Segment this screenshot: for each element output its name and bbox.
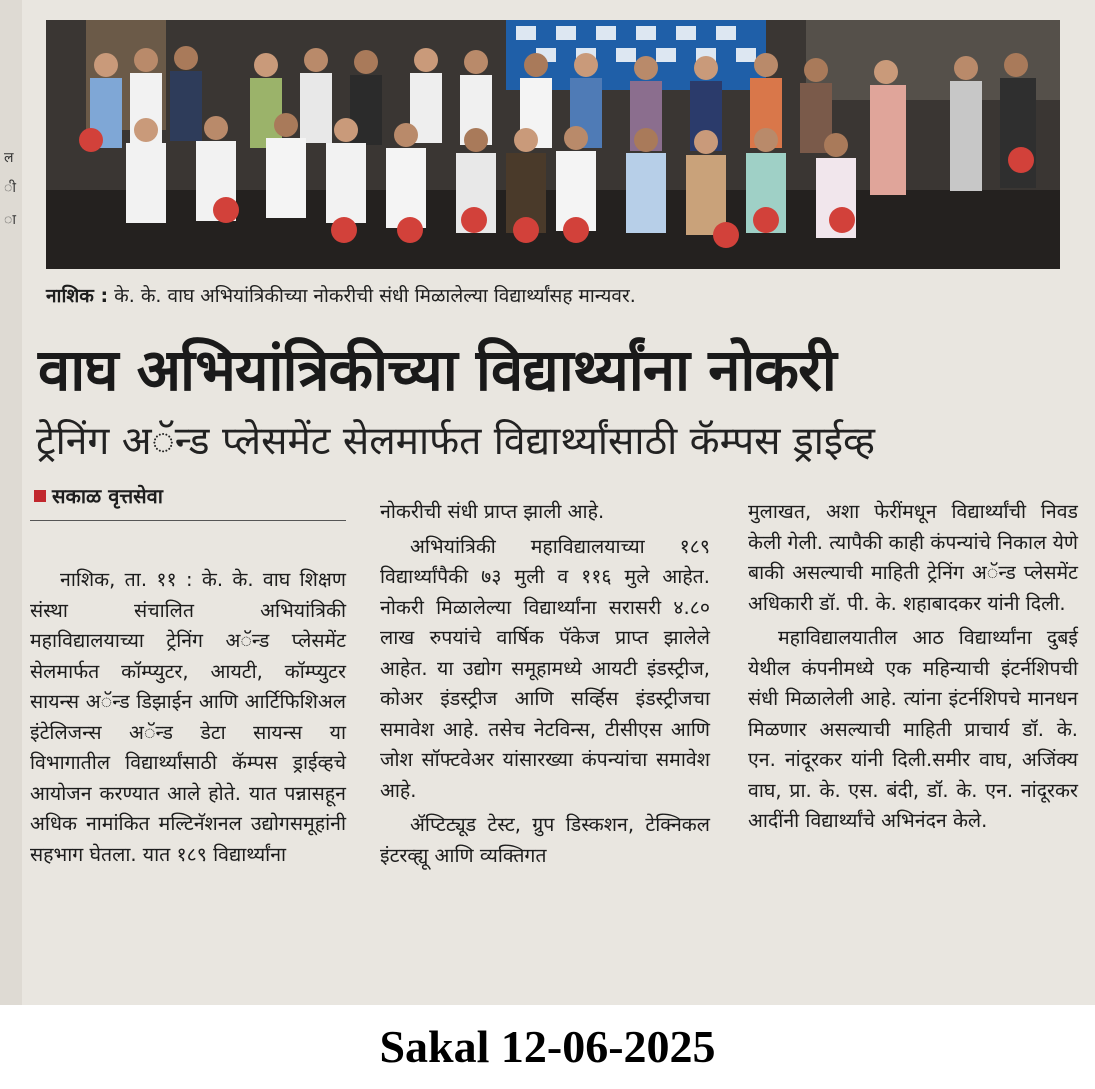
group-photo-illustration [46,20,1060,269]
photo-caption [46,282,1060,308]
paragraph: ॲप्टिट्यूड टेस्ट, ग्रुप डिस्कशन, टेक्निकल इंटरव्ह्यू आणि व्यक्तिगत [380,813,710,867]
article-column-1 [30,565,346,870]
paragraph: अभियांत्रिकी महाविद्यालयाच्या १८९ विद्यार्थ्यांपैकी ७३ मुली व ११६ मुले आहेत. नोकरी मिळालेल्या विद्यार्थ्यांना सरासरी ४.८० लाख रुपयांचे वार्षिक पॅकेज प्राप्त झालेले आहेत. या उद्योग समूहामध्ये आयटी इंडस्ट्रीज, कोअर इंडस्ट्रीज आणि सर्व्हिस इंडस्ट्रीजचा समावेश आहे. तसेच नेटविन्स, टीसीएस आणि जोश सॉफ्टवेअर यांसारख्या कंपन्यांचा समावेश आहे. [380,534,710,802]
edge-glyph: ल [4,150,14,166]
byline-text: सकाळ वृत्तसेवा [52,484,163,508]
subheadline: ट्रेनिंग अॅन्ड प्लेसमेंट सेलमार्फत विद्यार्थ्यांसाठी कॅम्पस ड्राईव्ह [36,419,876,464]
paragraph: नाशिक, ता. ११ : के. के. वाघ शिक्षण संस्था संचालित अभियांत्रिकी महाविद्यालयाच्या ट्रेनिंग अॅन्ड प्लेसमेंट सेलमार्फत कॉम्प्युटर, आयटी, कॉम्प्युटर सायन्स अॅन्ड डिझाईन आणि आर्टिफिशिअल इंटेलिजन्स अॅन्ड डेटा सायन्स या विभागातील विद्यार्थ्यांसाठी कॅम्पस ड्राईव्हचे आयोजन करण्यात आले होते. यात पन्नासहून अधिक नामांकित मल्टिनॅशनल उद्योगसमूहांनी सहभाग घेतला. यात १८९ विद्यार्थ्यांना [30,568,346,866]
caption-text: के. के. वाघ अभियांत्रिकीच्या नोकरीची संधी मिळालेल्या विद्यार्थ्यांसह मान्यवर. [108,285,636,307]
headline: वाघ अभियांत्रिकीच्या विद्यार्थ्यांना नोकरी [38,336,836,404]
edge-glyph: ी [4,180,16,196]
byline-marker [34,490,46,502]
byline [34,482,163,509]
edge-glyph: ा [4,212,16,228]
caption-place: नाशिक : [46,285,109,307]
paragraph: नोकरीची संधी प्राप्त झाली आहे. [380,500,605,523]
group-photo [46,20,1060,269]
source-date-label: Sakal 12-06-2025 [379,1021,716,1072]
paragraph: महाविद्यालयातील आठ विद्यार्थ्यांना दुबई येथील कंपनीमध्ये एक महिन्याची इंटर्नशिपची संधी मिळालेली आहे. त्यांना इंटर्नशिपचे मानधन मिळणार असल्याची माहिती प्राचार्य डॉ. के. एन. नांदूरकर यांनी दिली.समीर वाघ, अजिंक्य वाघ, प्रा. के. एस. बंदी, डॉ. के. एन. नांदूरकर आदींनी विद्यार्थ्यांचे अभिनंदन केले. [748,626,1078,832]
paragraph: मुलाखत, अशा फेरींमधून विद्यार्थ्यांची निवड केली गेली. त्यापैकी काही कंपन्यांचे निकाल येणे बाकी असल्याची माहिती ट्रेनिंग अॅन्ड प्लेसमेंट अधिकारी डॉ. पी. के. शहाबादकर यांनी दिली. [748,500,1078,615]
divider [30,520,346,521]
adjacent-article-edge [0,0,22,1005]
article-column-3 [748,497,1078,837]
article-column-2 [380,497,710,871]
